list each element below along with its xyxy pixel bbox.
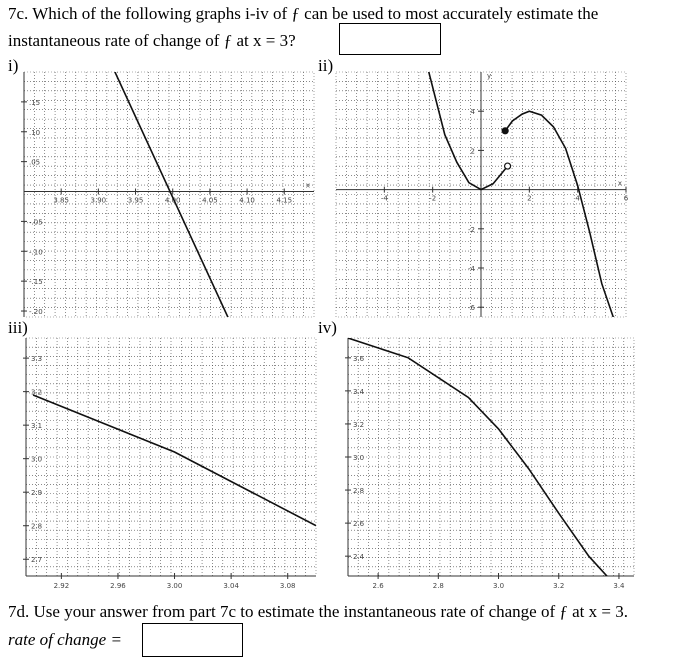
x-tick-label: 2.6 [372, 582, 384, 590]
x-tick-label: -4 [380, 194, 388, 203]
x-tick-label: 3.95 [127, 196, 144, 205]
y-tick-label: .10 [29, 128, 41, 137]
y-tick-label: 3.3 [31, 355, 43, 364]
x-tick-label: 3.2 [553, 582, 565, 590]
x-tick-label: 2.8 [432, 582, 444, 590]
y-tick-label: 3.2 [31, 388, 43, 397]
x-tick-label: 3.0 [492, 582, 505, 590]
y-tick-label: -.15 [29, 278, 43, 287]
x-tick-label: -2 [429, 194, 437, 203]
x-tick-label: 2.92 [53, 582, 70, 590]
graph-ii [336, 72, 629, 317]
y-tick-label: 3.6 [353, 354, 365, 363]
x-tick-label: 4.15 [276, 196, 293, 205]
question-7c-line1: 7c. Which of the following graphs i-iv of ƒ can be used to most accurately estimate the [8, 4, 599, 23]
x-tick-label: 3.4 [613, 582, 625, 590]
y-tick-label: 3.0 [353, 454, 365, 462]
y-tick-label: 3.4 [353, 387, 365, 396]
x-tick-label: 4.05 [202, 196, 218, 205]
graph-i [24, 72, 314, 317]
graph-iii [26, 338, 316, 590]
answer-box-7c[interactable] [339, 23, 441, 55]
y-tick-label: -.20 [29, 308, 43, 317]
y-tick-label: 2.8 [353, 487, 365, 496]
curve-f [98, 36, 247, 359]
graph-label-ii: ii) [318, 56, 334, 75]
open-point [505, 163, 511, 169]
x-tick-label: 4 [575, 194, 580, 203]
y-tick-label: .05 [29, 158, 41, 167]
y-tick-label: 3.0 [31, 455, 43, 464]
y-tick-label: 2.7 [31, 556, 43, 565]
y-tick-label: 2.6 [353, 520, 365, 529]
y-tick-label: -4 [468, 265, 475, 273]
question-7c-line2: instantaneous rate of change of ƒ at x = 3? [8, 31, 296, 50]
x-axis-label: x [305, 181, 310, 190]
x-tick-label: 3.00 [166, 582, 183, 590]
x-tick-label: 3.90 [90, 196, 107, 205]
y-axis-label: y [487, 72, 492, 80]
x-tick-label: 4.10 [239, 196, 255, 205]
rate-of-change-label: rate of change = [8, 630, 122, 649]
curve-f [33, 395, 316, 526]
x-axis-label: x [617, 179, 622, 188]
x-tick-label: 3.08 [279, 582, 296, 590]
graph-iv [348, 338, 634, 590]
y-tick-label: 2.9 [31, 489, 43, 498]
y-tick-label: 2.8 [31, 522, 43, 531]
graph-label-iii: iii) [8, 318, 28, 337]
y-tick-label: 2.4 [353, 553, 365, 562]
y-tick-label: 3.1 [31, 422, 43, 431]
x-tick-label: 3.85 [53, 196, 69, 205]
y-tick-label: 2 [470, 147, 475, 156]
x-tick-label: 4.00 [164, 196, 181, 205]
x-tick-label: 2.96 [110, 582, 126, 590]
y-tick-label: -.05 [29, 218, 43, 227]
x-tick-label: 6 [623, 194, 629, 203]
curve-f-right [505, 111, 614, 319]
y-tick-label: 3.2 [353, 420, 365, 429]
y-tick-label: .15 [29, 98, 41, 107]
question-7d-line1: 7d. Use your answer from part 7c to estimate the instantaneous rate of change of ƒ at x = 3. [8, 602, 628, 621]
y-tick-label: -2 [468, 225, 475, 234]
x-tick-label: 2 [527, 194, 532, 203]
closed-point [502, 128, 508, 134]
graph-label-i: i) [8, 56, 19, 75]
answer-box-7d[interactable] [142, 623, 243, 657]
y-tick-label: -6 [468, 304, 475, 313]
x-tick-label: 3.04 [223, 582, 239, 590]
y-tick-label: 4 [470, 108, 475, 117]
graph-label-iv: iv) [318, 318, 337, 337]
y-tick-label: -.10 [29, 248, 43, 257]
